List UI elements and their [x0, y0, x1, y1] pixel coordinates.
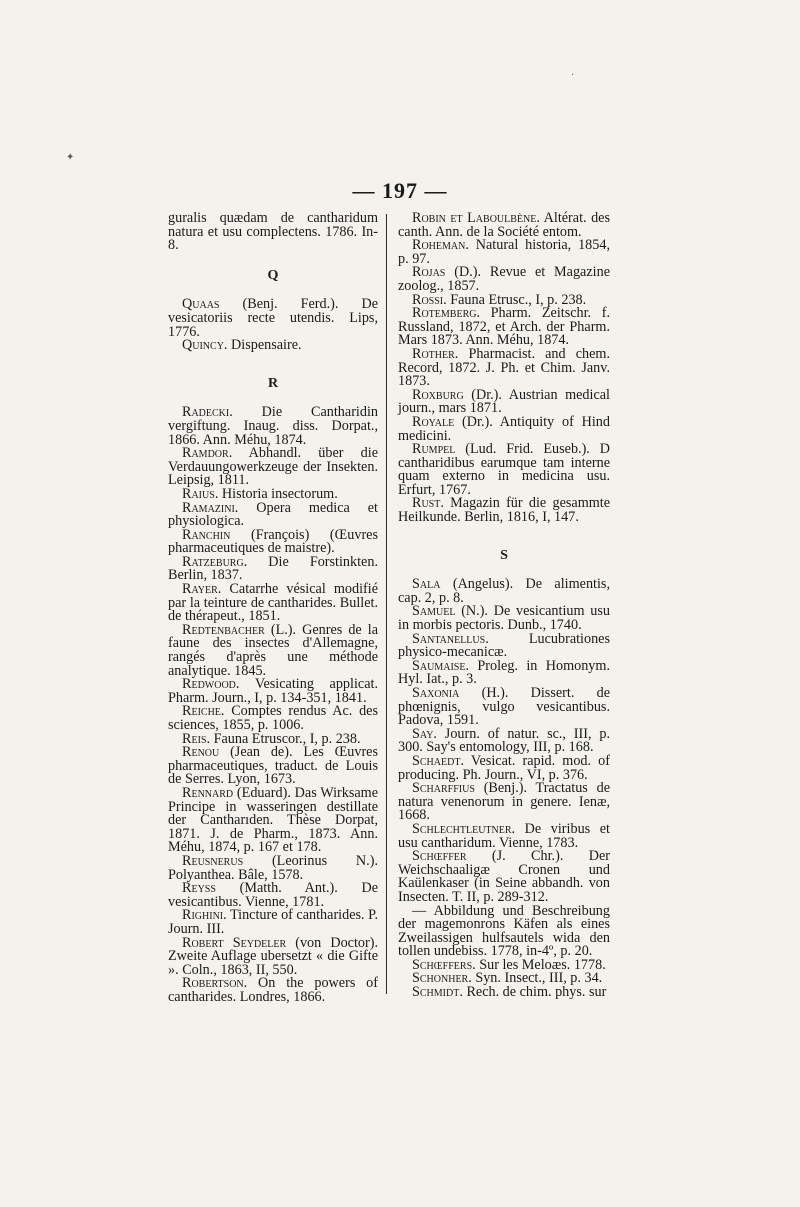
right-column — [398, 212, 610, 1000]
bibliography-entry: Renou (Jean de). Les Œuvres pharmaceutiques, traduct. de Louis de Serres. Lyon, 1673. — [168, 744, 378, 788]
bibliography-entry: Quincy. Dispensaire. — [182, 337, 302, 354]
bibliography-entry: Santanellus. Lucubrationes physico-mecanicæ. — [398, 630, 610, 661]
bibliography-entry: Rayer. Catarrhe vésical modifié par la teinture de cantharides. Bullet. de thérapeut., 1851. — [168, 581, 378, 625]
bibliography-entry: Reyss (Matth. Ant.). De vesicantibus. Vienne, 1781. — [168, 880, 378, 910]
bibliography-entry: Schlechtleutner. De viribus et usu cantharidum. Vienne, 1783. — [398, 820, 610, 851]
bibliography-entry: Ranchin (François) (Œuvres pharmaceutiques de maistre). — [168, 526, 378, 557]
bibliography-entry: Schœffer (J. Chr.). Der Weichschaaligæ Cronen und Kaülenkaser (in Seine abbandh. von Insecten. T. II, p. 289-312. — [398, 848, 610, 905]
bibliography-entry: Rennard (Eduard). Das Wirksame Principe in wasseringen destillate der Cantharıden. Thèse Dorpat, 1871. J. de Pharm., 1873. Ann. Méhu, 1874, p. 167 et 178. — [168, 784, 378, 856]
paper-speck: ✦ — [66, 152, 75, 163]
bibliography-entry: Ramazini. Opera medica et physiologica. — [168, 499, 378, 530]
page-number: — 197 — — [352, 178, 448, 203]
section-letter-r: R — [267, 375, 279, 391]
bibliography-entry: Say. Journ. of natur. sc., III, p. 300. Say's entomology, III, p. 168. — [398, 725, 610, 756]
section-letter-q: Q — [267, 267, 279, 283]
entries-q-list — [168, 298, 378, 352]
bibliography-entry: Raius. Historia insectorum. — [182, 485, 338, 502]
entries-r-continued-list — [398, 212, 610, 525]
paper-speck: · — [571, 70, 575, 81]
bibliography-entry: Quaas (Benj. Ferd.). De vesicatoriis recte utendis. Lips, 1776. — [168, 296, 378, 340]
section-letter-s: S — [500, 547, 508, 563]
bibliography-entry: Sala (Angelus). De alimentis, cap. 2, p. 8. — [398, 576, 610, 606]
bibliography-entry: Rojas (D.). Revue et Magazine zoolog., 1857. — [398, 264, 610, 294]
bibliography-entry: Schœffers. Sur les Meloæs. 1778. — [412, 956, 606, 973]
bibliography-entry: Rust. Magazin für die gesammte Heilkunde. Berlin, 1816, I, 147. — [398, 495, 610, 526]
bibliography-entry: Royale (Dr.). Antiquity of Hind medicini. — [398, 413, 610, 444]
bibliography-entry: Robert Seydeler (von Doctor). Zweite Auflage ubersetzt « die Gifte ». Coln., 1863, II, 550. — [168, 934, 378, 978]
bibliography-entry: Righini. Tincture of cantharides. P. Journ. III. — [168, 907, 378, 937]
entries-r-list — [168, 406, 378, 1004]
bibliography-entry: Rotemberg. Pharm. Zeitschr. f. Russland, 1872, et Arch. der Pharm. Mars 1873. Ann. Méhu, 1874. — [398, 305, 610, 349]
bibliography-entry: Robertson. On the powers of cantharides. Londres, 1866. — [168, 975, 378, 1005]
bibliography-entry: Saumaise. Proleg. in Homonym. Hyl. Iat., p. 3. — [398, 657, 610, 688]
bibliography-entry: Redwood. Vesicating applicat. Pharm. Journ., I, p. 134-351, 1841. — [168, 676, 378, 706]
bibliography-entry: Rumpel (Lud. Frid. Euseb.). D cantharidibus earumque tam interne quam externo in medicina usu. Erfurt, 1767. — [398, 441, 610, 498]
bibliography-entry: Roxburg (Dr.). Austrian medical journ., mars 1871. — [398, 386, 610, 417]
bibliography-entry: Rother. Pharmacist. and chem. Record, 1872. J. Ph. et Chim. Janv. 1873. — [398, 345, 610, 390]
bibliography-entry: Scharffius (Benj.). Tractatus de natura venenorum in genere. Ienæ, 1668. — [398, 780, 610, 824]
bibliography-entry: Rossi. Fauna Etrusc., I, p. 238. — [412, 291, 587, 308]
bibliography-entry: Reusnerus (Leorinus N.). Polyanthea. Bâle, 1578. — [168, 852, 378, 883]
bibliography-entry: Redtenbacher (L.). Genres de la faune des insectes d'Allemagne, rangés d'après une méthode analytique. 1845. — [168, 621, 378, 679]
bibliography-entry: Ramdor. Abhandl. über die Verdauungowerkzeuge der Insekten. Leipsig, 1811. — [168, 445, 378, 489]
bibliography-entry: Schmidt. Rech. de chim. phys. sur — [412, 984, 607, 1001]
left-column — [168, 212, 378, 1004]
bibliography-entry: Reiche. Comptes rendus Ac. des sciences, 1855, p. 1006. — [168, 703, 378, 733]
bibliography-entry: Ratzeburg. Die Forstinkten. Berlin, 1837. — [168, 553, 378, 584]
bibliography-entry: Samuel (N.). De vesicantium usu in morbis pectoris. Dunb., 1740. — [398, 603, 610, 634]
bibliography-entry: — Abbildung und Beschreibung der magemonrons Käfen als eines Zweilassigen hulfsautels wida den tollen undebiss. 1778, in-4º, p. 20. — [398, 902, 610, 960]
bibliography-entry: Schonher. Syn. Insect., III, p. 34. — [412, 970, 603, 987]
bibliography-entry: Reis. Fauna Etruscor., I, p. 238. — [182, 730, 361, 747]
bibliography-entry: Saxonia (H.). Dissert. de phœnignis, vulgo vesicantibus. Padova, 1591. — [398, 685, 610, 729]
column-divider — [386, 214, 387, 994]
bibliography-entry: Radecki. Die Cantharidin vergiftung. Inaug. diss. Dorpat., 1866. Ann. Méhu, 1874. — [168, 404, 378, 448]
entries-s-list — [398, 578, 610, 999]
continuation-text: guralis quædam de cantharidum natura et usu complectens. 1786. In-8. — [168, 210, 378, 254]
bibliography-entry: Schaedt. Vesicat. rapid. mod. of producing. Ph. Journ., VI, p. 376. — [398, 752, 610, 783]
bibliography-entry: Roheman. Natural historia, 1854, p. 97. — [398, 237, 610, 267]
bibliography-entry: Robin et Laboulbène. Altérat. des canth. Ann. de la Société entom. — [398, 210, 610, 240]
